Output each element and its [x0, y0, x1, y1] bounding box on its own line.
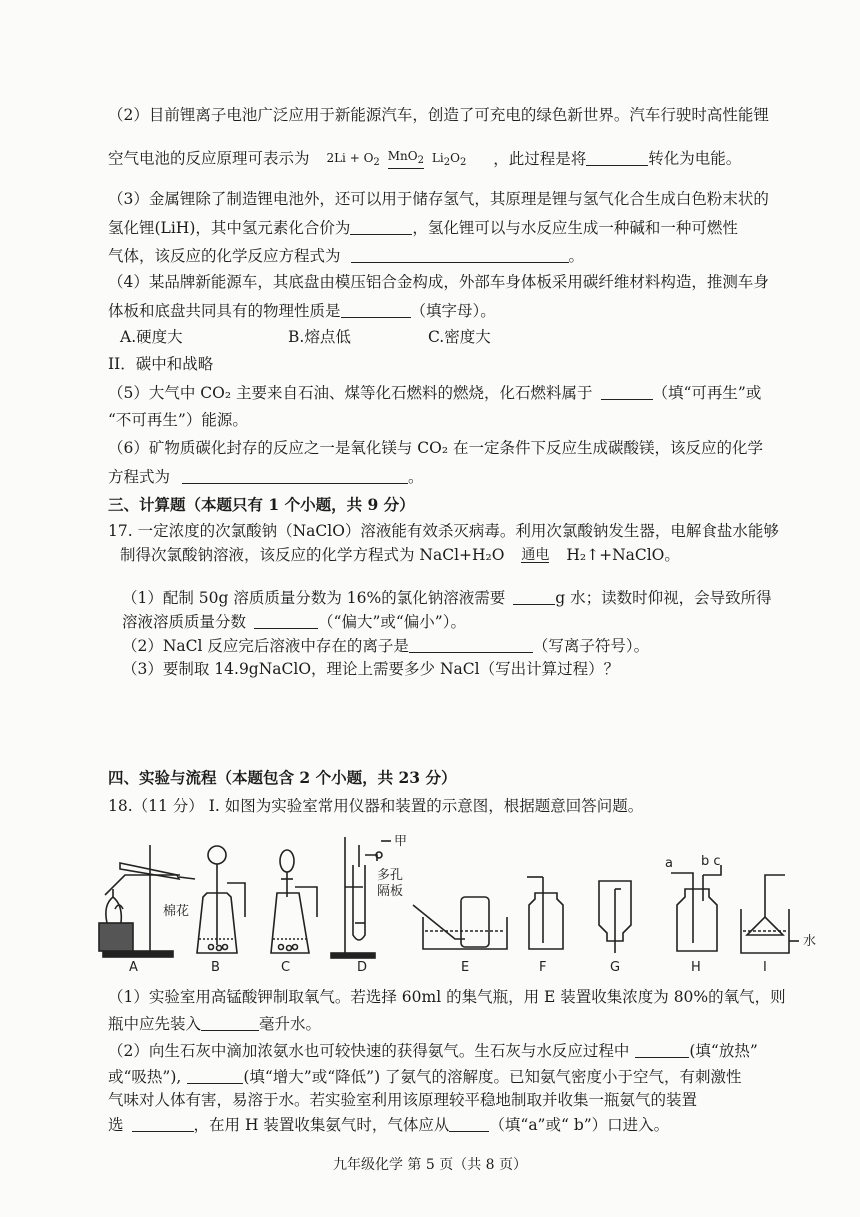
q17-line2: 制得次氯酸钠溶液，该反应的化学方程式为 NaCl+H₂O 通电 H₂↑+NaClO。 [120, 546, 680, 564]
porous-label-1: 多孔 [377, 868, 404, 883]
q3-line1: （3）金属锂除了制造锂电池外，还可以用于储存氢气，其原理是锂与氢气化合生成白色粉末状的 [108, 190, 769, 208]
answer-blank[interactable] [449, 1117, 489, 1132]
label-i: I [763, 960, 767, 975]
answer-blank[interactable] [586, 151, 648, 166]
q17-p1: （1）配制 50g 溶质质量分数为 16%的氯化钠溶液需要 g 水；读数时仰视，会导致所得 [122, 589, 772, 607]
answer-blank[interactable] [351, 248, 569, 263]
lab-apparatus-figure [95, 835, 825, 980]
section2-title: II．碳中和战略 [108, 355, 214, 373]
q6-line2: 方程式为 。 [108, 468, 424, 486]
option-a: A.硬度大 [120, 328, 183, 346]
answer-blank[interactable] [513, 590, 555, 605]
apparatus-a [99, 845, 195, 957]
q17-p1b: 溶液溶质质量分数 （“偏大”或“偏小”）。 [122, 613, 466, 631]
answer-blank[interactable] [601, 385, 653, 400]
answer-blank[interactable] [254, 614, 318, 629]
q3-line3: 气体，该反应的化学反应方程式为 。 [108, 247, 585, 265]
option-b: B.熔点低 [288, 328, 351, 346]
q4-line2: 体板和底盘共同具有的物理性质是 （填字母）。 [108, 302, 496, 320]
q18-p2c: 气味对人体有害，易溶于水。若实验室利用该原理较平稳地制取并收集一瓶氨气的装置 [108, 1091, 698, 1109]
answer-blank[interactable] [187, 1069, 243, 1084]
cotton-label: 棉花 [163, 904, 190, 919]
lithium-equation: $2Li + O_2$ MnO$_2$ $Li_2O_2$ [326, 149, 467, 168]
q17-line1: 17. 一定浓度的次氯酸钠（NaClO）溶液能有效杀灭病毒。利用次氯酸钠发生器，电解食盐水能够 [108, 522, 779, 540]
label-c: C [281, 960, 291, 975]
q18-p2d: 选 ，在用 H 装置收集氨气时，气体应从 （填“a”或“ b”）口进入。 [108, 1116, 670, 1134]
q17-p3: （3）要制取 14.9gNaClO，理论上需要多少 NaCl（写出计算过程）？ [122, 660, 620, 678]
port-a-label: a [665, 856, 673, 871]
apparatus-i [741, 875, 799, 953]
q18-p2b: 或“吸热”), (填“增大”或“降低”) 了氨气的溶解度。已知氨气密度小于空气，有刺激性 [108, 1068, 742, 1086]
q18-p1b: 瓶中应先装入 毫升水。 [108, 1015, 322, 1033]
apparatus-b [197, 846, 245, 953]
apparatus-c [271, 850, 317, 953]
answer-blank[interactable] [635, 1043, 689, 1058]
answer-blank[interactable] [350, 220, 412, 235]
section4-title: 四、实验与流程（本题包含 2 个小题，共 23 分） [108, 768, 457, 787]
answer-blank[interactable] [201, 1016, 259, 1031]
answer-blank[interactable] [409, 638, 533, 653]
label-e: E [461, 960, 470, 975]
apparatus-e [413, 897, 507, 949]
q17-p2: （2）NaCl 反应完后溶液中存在的离子是 （写离子符号）。 [122, 637, 650, 655]
q4-line1: （4）某品牌新能源车，其底盘由模压铝合金构成，外部车身体板采用碳纤维材料构造，推测车身 [108, 273, 769, 291]
apparatus-f [527, 877, 563, 949]
page-footer: 九年级化学 第 5 页（共 8 页） [332, 1157, 528, 1173]
jia-label: 甲 [394, 835, 408, 849]
water-label: 水 [803, 934, 817, 949]
apparatus-g [599, 881, 631, 953]
q4-options [120, 330, 491, 346]
port-bc-label: b c [701, 854, 721, 869]
apparatus-h [671, 865, 721, 951]
porous-label-2: 隔板 [377, 884, 404, 899]
label-h: H [691, 960, 701, 975]
label-a: A [129, 960, 138, 975]
answer-blank[interactable] [341, 303, 411, 318]
q5-line1: （5）大气中 CO₂ 主要来自石油、煤等化石燃料的燃烧，化石燃料属于 （填“可再生”或 [108, 384, 762, 402]
q2-line2: 空气电池的反应原理可表示为 $2Li + O_2$ MnO$_2$ $Li_2O_2$ ，此过程是将 转化为电能。 [108, 149, 742, 168]
q18-p2: （2）向生石灰中滴加浓氨水也可较快速的获得氨气。生石灰与水反应过程中 (填“放热” [108, 1042, 758, 1060]
q18-p1: （1）实验室用高锰酸钾制取氧气。若选择 60ml 的集气瓶，用 E 装置收集浓度为 80%的氧气，则 [108, 988, 786, 1006]
q5-line2: “不可再生”）能源。 [108, 411, 248, 429]
q6-line1: （6）矿物质碳化封存的反应之一是氧化镁与 CO₂ 在一定条件下反应生成碳酸镁，该反应的化学 [108, 439, 763, 457]
q2-line1: （2）目前锂离子电池广泛应用于新能源汽车，创造了可充电的绿色新世界。汽车行驶时高性能锂 [108, 106, 769, 124]
label-f: F [539, 960, 547, 975]
q18-intro: 18.（11 分） I. 如图为实验室常用仪器和装置的示意图，根据题意回答问题。 [108, 797, 644, 815]
label-d: D [357, 960, 368, 975]
q3-line2: 氢化锂(LiH)，其中氢元素化合价为 ，氢化锂可以与水反应生成一种碱和一种可燃性 [108, 219, 738, 237]
answer-blank[interactable] [182, 469, 408, 484]
section3-title: 三、计算题（本题只有 1 个小题，共 9 分） [108, 495, 415, 514]
answer-blank[interactable] [132, 1117, 194, 1132]
label-b: B [211, 960, 220, 975]
label-g: G [610, 960, 621, 975]
option-c: C.密度大 [428, 328, 491, 346]
